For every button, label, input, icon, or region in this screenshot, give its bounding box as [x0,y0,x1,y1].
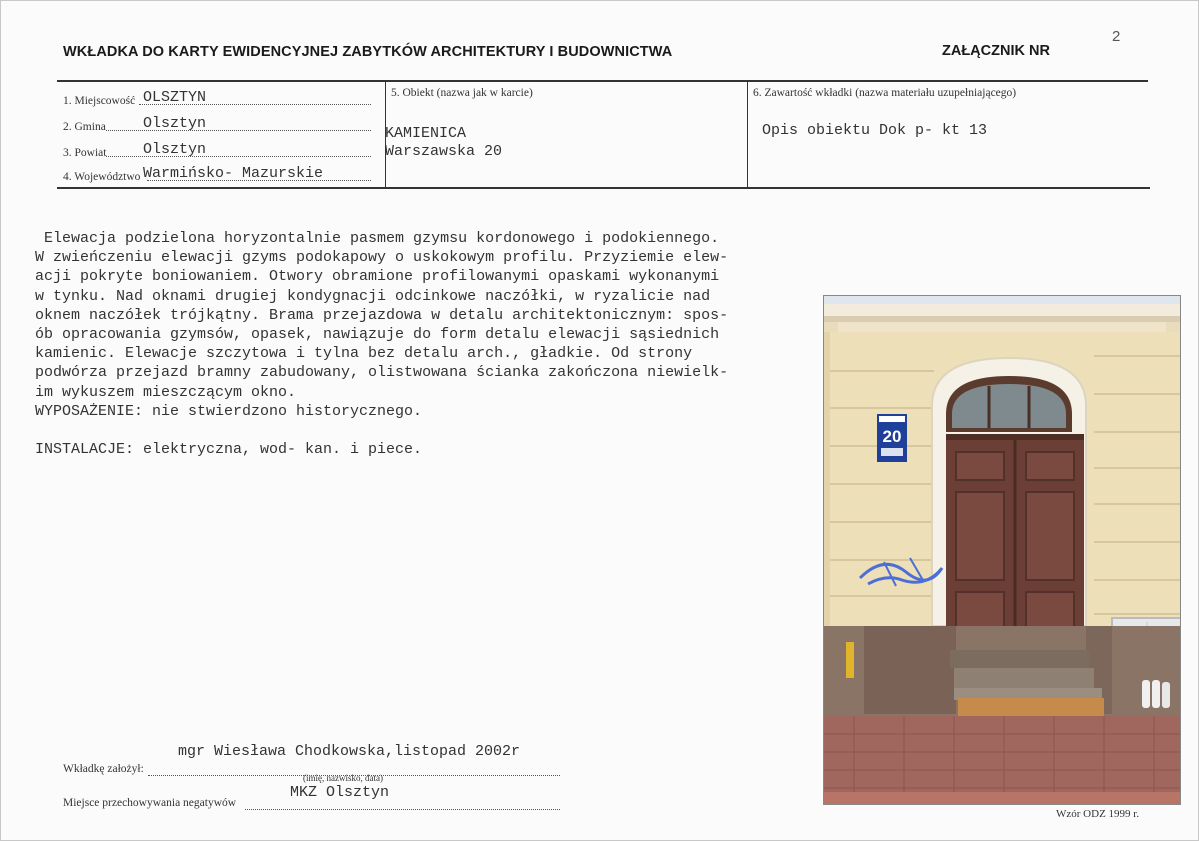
description-line: W zwieńczeniu elewacji gzyms podokapowy o uskokowym profilu. Przyziemie elew- [35,249,729,267]
description-line: kamienic. Elewacje szczytowa i tylna bez detalu arch., gładkie. Od strony [35,345,693,363]
annex-label: ZAŁĄCZNIK NR [942,43,1050,59]
field-miejscowosc [63,89,373,107]
description-line: acji pokryte boniowaniem. Otwory obramione profilowanymi opaskami wykonanymi [35,268,720,286]
wojewodztwo-value: Warmińsko- Mazurskie [143,165,324,182]
gmina-label: 2. Gmina [63,121,106,133]
description-line: Elewacja podzielona horyzontalnie pasmem gzymsu kordonowego i podokiennego. [35,230,720,247]
author-label: Wkładkę założył: [63,763,144,775]
field-powiat [63,141,373,159]
header-top-rule [57,80,1148,82]
wojewodztwo-label: 4. Województwo [63,171,141,183]
form-title: WKŁADKA DO KARTY EWIDENCYJNEJ ZABYTKÓW ARCHITEKTURY I BUDOWNICTWA [63,44,673,60]
object-name: KAMIENICA [385,125,467,142]
negatives-label: Miejsce przechowywania negatywów [63,797,237,809]
negatives-value: MKZ Olsztyn [290,784,390,801]
powiat-label: 3. Powiat [63,147,107,159]
template-version: Wzór ODZ 1999 r. [1056,808,1140,820]
description-line: WYPOSAŻENIE: nie stwierdzono historycznego. [35,402,423,420]
page-number: 2 [1112,28,1121,45]
installations-line: INSTALACJE: elektryczna, wod- kan. i piece. [35,441,423,459]
gmina-value: Olsztyn [143,115,207,132]
description-line: w tynku. Nad oknami drugiej kondygnacji odcinkowe naczółki, w ryzalicie nad [35,287,711,305]
field-gmina [63,115,373,133]
column-divider-2 [747,81,748,188]
description-gap [35,421,835,440]
object-address: Warszawska 20 [385,143,503,160]
header-bottom-rule [57,187,1150,189]
content-label: 6. Zawartość wkładki (nazwa materiału uzupełniającego) [753,87,1017,99]
miejscowosc-label: 1. Miejscowość [63,95,136,107]
object-label: 5. Obiekt (nazwa jak w karcie) [391,87,533,99]
miejscowosc-value: OLSZTYN [143,89,207,106]
author-value: mgr Wiesława Chodkowska,listopad 2002r [178,743,521,760]
building-doorway-photo [823,295,1181,805]
powiat-value: Olsztyn [143,141,207,158]
author-hint: (imię, nazwisko, data) [303,773,383,783]
description-line: ób opracowania gzymsów, opasek, nawiązuje do form detalu elewacji sąsiednich [35,326,720,344]
object-description [35,229,835,459]
street-sign-number: 20 [882,427,902,446]
doorway-photo-illustration [824,296,1180,804]
negatives-dotted-line [245,809,560,810]
field-wojewodztwo [63,165,373,183]
description-line: oknem naczółek trójkątny. Brama przejazdowa w detalu architektonicznym: spos- [35,306,729,324]
description-line: podwórza przejazd bramny zabudowany, olistwowana ścianka zakończona niewielk- [35,364,729,382]
content-value: Opis obiektu Dok p- kt 13 [762,122,988,139]
description-line: im wykuszem mieszczącym okno. [35,383,297,401]
